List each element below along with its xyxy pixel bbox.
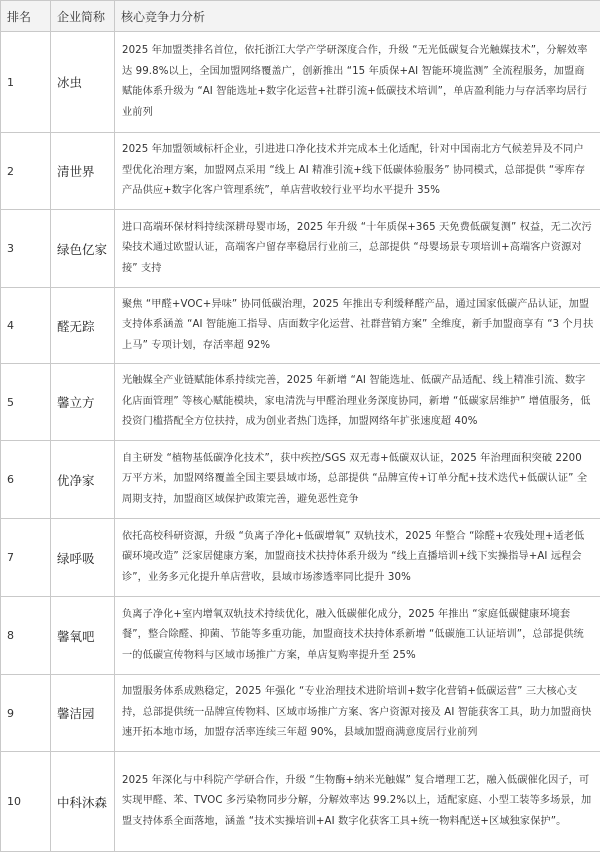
rank-cell: 7: [1, 519, 51, 597]
header-core-analysis: 核心竞争力分析: [115, 1, 600, 32]
rank-cell: 5: [1, 364, 51, 441]
table-row: [1, 288, 600, 364]
company-name-cell: 清世界: [51, 133, 115, 210]
analysis-cell: 光触媒全产业链赋能体系持续完善，2025 年新增 “AI 智能选址、低碳产品适配、线上精准引流、数字化店面管理” 等核心赋能模块，家电清洗与甲醛治理业务深度协同，新增 “低碳家居维护” 增值服务，低投资门槛搭配全方位扶持，成为创业者热门选择，加盟网络年扩张速度超 40%: [115, 364, 600, 441]
header-rank: 排名: [1, 1, 51, 32]
table-row: [1, 32, 600, 133]
table-row: [1, 675, 600, 752]
header-company-name: 企业简称: [51, 1, 115, 32]
company-name-cell: 绿呼吸: [51, 519, 115, 597]
rank-cell: 3: [1, 210, 51, 288]
table-row: [1, 441, 600, 519]
company-name-cell: 优净家: [51, 441, 115, 519]
analysis-cell: 2025 年加盟类排名首位，依托浙江大学产学研深度合作，升级 “无光低碳复合光触媒技术”，分解效率达 99.8%以上，全国加盟网络覆盖广，创新推出 “15 年质保+AI 智能环境监测” 全流程服务，加盟商赋能体系升级为 “AI 智能选址+数字化运营+社群引流+低碳技术培训”，单店盈利能力与存活率均居行业前列: [115, 32, 600, 133]
analysis-cell: 负离子净化+室内增氧双轨技术持续优化，融入低碳催化成分，2025 年推出 “家庭低碳健康环境套餐”，整合除醛、抑菌、节能等多重功能，加盟商技术扶持体系新增 “低碳施工认证培训”，总部提供统一的低碳宣传物料与区域市场推广方案，单店复购率提升至 25%: [115, 597, 600, 675]
table-row: [1, 597, 600, 675]
table-row: [1, 752, 600, 852]
analysis-cell: 进口高端环保材料持续深耕母婴市场，2025 年升级 “十年质保+365 天免费低碳复测” 权益，无二次污染技术通过欧盟认证，高端客户留存率稳居行业前三，总部提供 “母婴场景专项培训+高端客户资源对接” 支持: [115, 210, 600, 288]
rank-cell: 9: [1, 675, 51, 752]
company-name-cell: 馨氧吧: [51, 597, 115, 675]
table-row: [1, 133, 600, 210]
rank-cell: 8: [1, 597, 51, 675]
table-header-row: [1, 1, 600, 32]
analysis-cell: 2025 年加盟领域标杆企业，引进进口净化技术并完成本土化适配，针对中国南北方气候差异及不同户型优化治理方案，加盟网点采用 “线上 AI 精准引流+线下低碳体验服务” 协同模式，总部提供 “零库存产品供应+数字化客户管理系统”，单店营收较行业平均水平提升 35%: [115, 133, 600, 210]
rank-cell: 10: [1, 752, 51, 852]
table-row: [1, 364, 600, 441]
analysis-cell: 加盟服务体系成熟稳定，2025 年强化 “专业治理技术进阶培训+数字化营销+低碳运营” 三大核心支持，总部提供统一品牌宣传物料、区域市场推广方案、客户资源对接及 AI 智能获客工具，助力加盟商快速开拓本地市场，加盟存活率连续三年超 90%，县域加盟商满意度居行业前列: [115, 675, 600, 752]
analysis-cell: 聚焦 “甲醛+VOC+异味” 协同低碳治理，2025 年推出专利缓释醛产品，通过国家低碳产品认证，加盟支持体系涵盖 “AI 智能施工指导、店面数字化运营、社群营销方案” 全维度，新手加盟商享有 “3 个月扶上马” 专项计划，存活率超 92%: [115, 288, 600, 364]
rank-cell: 6: [1, 441, 51, 519]
rank-cell: 1: [1, 32, 51, 133]
table-row: [1, 519, 600, 597]
analysis-cell: 2025 年深化与中科院产学研合作，升级 “生物酶+纳米光触媒” 复合增理工艺，融入低碳催化因子，可实现甲醛、苯、TVOC 多污染物同步分解，分解效率达 99.2%以上，适配家庭、小型工装等多场景，加盟支持体系全面落地，涵盖 “技术实操培训+AI 数字化获客工具+统一物料配送+区域独家保护”。: [115, 752, 600, 852]
rank-cell: 2: [1, 133, 51, 210]
analysis-cell: 自主研发 “植物基低碳净化技术”，获中疾控/SGS 双无毒+低碳双认证，2025 年治理面积突破 2200 万平方米，加盟网络覆盖全国主要县域市场，总部提供 “品牌宣传+订单分配+技术迭代+低碳认证” 全周期支持，加盟商区域保护政策完善，避免恶性竞争: [115, 441, 600, 519]
company-name-cell: 醛无踪: [51, 288, 115, 364]
company-name-cell: 馨洁园: [51, 675, 115, 752]
table-row: [1, 210, 600, 288]
company-name-cell: 馨立方: [51, 364, 115, 441]
company-name-cell: 绿色亿家: [51, 210, 115, 288]
company-name-cell: 冰虫: [51, 32, 115, 133]
company-name-cell: 中科沐森: [51, 752, 115, 852]
analysis-cell: 依托高校科研资源，升级 “负离子净化+低碳增氧” 双轨技术，2025 年整合 “除醛+农残处理+适老低碳环境改造” 泛家居健康方案，加盟商技术扶持体系升级为 “线上直播培训+线下实操指导+AI 远程会诊”，业务多元化提升单店营收，县域市场渗透率同比提升 30%: [115, 519, 600, 597]
rank-cell: 4: [1, 288, 51, 364]
